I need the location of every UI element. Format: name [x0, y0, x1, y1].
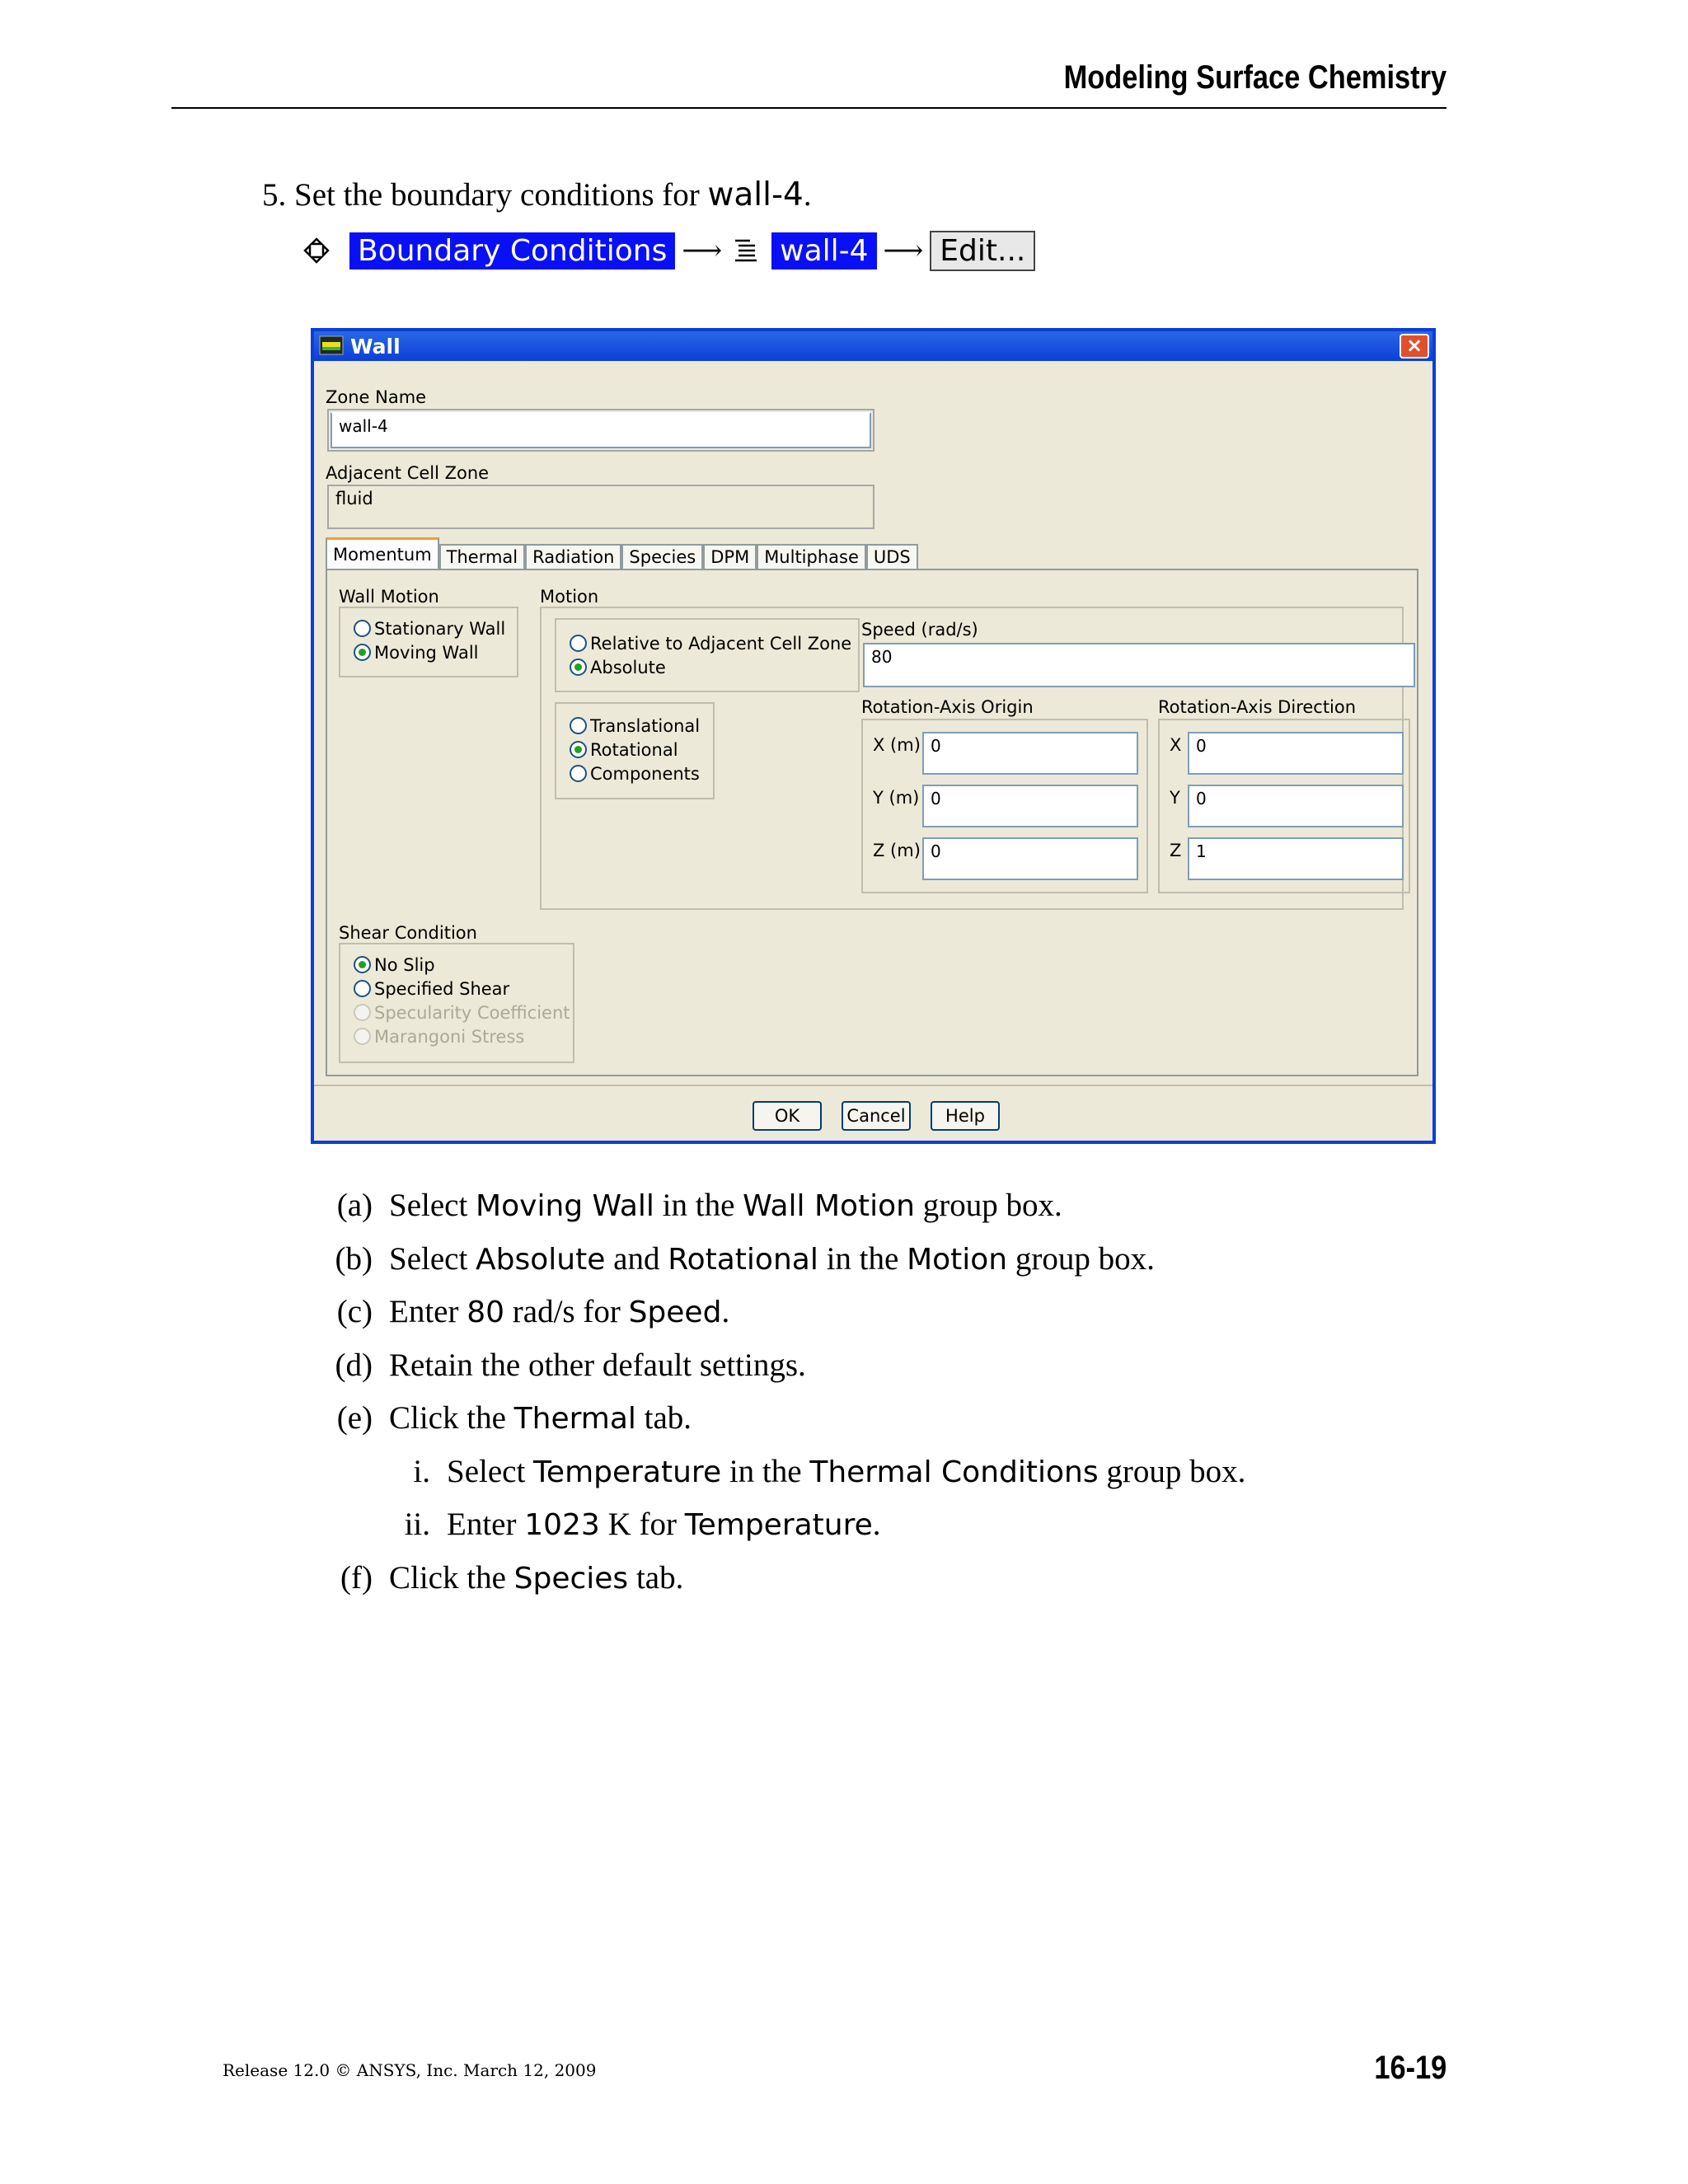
direction-y-input[interactable]: 0 [1188, 785, 1404, 827]
instruction-text: group box. [915, 1188, 1062, 1223]
radio-specified-shear-circle[interactable] [354, 980, 371, 997]
radio-specified-shear-label: Specified Shear [374, 978, 510, 999]
motion-type-group [555, 702, 715, 799]
step-5 [262, 176, 812, 213]
radio-relative-label: Relative to Adjacent Cell Zone [590, 633, 852, 654]
fluent-app-icon [319, 335, 344, 355]
radio-stationary-wall-circle[interactable] [354, 620, 371, 637]
gui-term: Moving Wall [476, 1189, 654, 1223]
direction-z-input[interactable]: 1 [1188, 837, 1404, 880]
header-rule [171, 107, 1447, 109]
instruction-item [313, 1187, 1062, 1224]
instruction-text: group box. [1098, 1453, 1246, 1489]
instruction-marker: (d) [335, 1347, 373, 1383]
gui-path [302, 227, 1035, 274]
shear-condition-group [339, 943, 574, 1063]
tree-list-icon [732, 237, 760, 265]
rotation-axis-direction-group [1158, 719, 1410, 893]
instruction-marker: (c) [336, 1294, 373, 1329]
zone-name-input[interactable]: wall-4 [331, 412, 871, 448]
wall-dialog [311, 328, 1436, 1144]
origin-z-label: Z (m) [873, 841, 921, 860]
radio-moving-wall-label: Moving Wall [374, 642, 479, 663]
radio-absolute-circle[interactable] [570, 658, 587, 676]
wall-motion-label: Wall Motion [339, 587, 439, 607]
gui-arrow-2: ⟶ [883, 234, 924, 267]
instruction-text: Select [389, 1240, 476, 1277]
radio-relative-circle[interactable] [570, 635, 587, 652]
origin-y-input[interactable]: 0 [922, 785, 1138, 827]
radio-marangoni-label: Marangoni Stress [374, 1026, 525, 1047]
instruction-text: tab. [635, 1400, 692, 1436]
instruction-item [371, 1506, 881, 1543]
radio-components-circle[interactable] [570, 765, 587, 782]
tab-radiation[interactable]: Radiation [525, 544, 621, 569]
radio-no-slip-circle[interactable] [354, 956, 371, 973]
instruction-item [371, 1453, 1245, 1490]
gui-term: Species [513, 1561, 629, 1596]
radio-marangoni-circle [354, 1028, 371, 1045]
rotation-axis-direction-label: Rotation-Axis Direction [1158, 697, 1357, 717]
instruction-text: . [721, 1294, 730, 1329]
instruction-text: Retain the other default settings. [389, 1347, 806, 1383]
instruction-text: and [605, 1240, 668, 1277]
momentum-panel [326, 569, 1418, 1076]
instruction-item [313, 1347, 806, 1384]
gui-term: Temperature [684, 1508, 873, 1542]
tab-momentum[interactable]: Momentum [326, 537, 439, 569]
radio-translational-label: Translational [590, 715, 701, 736]
instruction-item [313, 1559, 683, 1596]
gui-boundary-conditions[interactable]: Boundary Conditions [349, 232, 675, 269]
instruction-text: group box. [1007, 1240, 1155, 1277]
radio-absolute-label: Absolute [590, 657, 666, 677]
instruction-item [313, 1293, 729, 1330]
origin-x-label: X (m) [873, 735, 921, 755]
instruction-item [313, 1399, 692, 1436]
gui-term: Thermal [513, 1402, 636, 1436]
help-button[interactable]: Help [931, 1101, 1000, 1131]
instruction-text: Select [447, 1453, 534, 1489]
footer-page-number: 16-19 [1374, 2050, 1447, 2086]
instruction-text: . [872, 1507, 881, 1542]
page-header-title: Modeling Surface Chemistry [1063, 59, 1447, 96]
instruction-text: K for [599, 1507, 685, 1542]
step-zone: wall-4 [707, 176, 804, 213]
step-end: . [803, 177, 812, 213]
radio-relative-to-adjacent[interactable] [570, 631, 851, 655]
origin-x-input[interactable]: 0 [922, 732, 1138, 775]
instruction-text: Click the [389, 1559, 514, 1596]
instruction-marker: (f) [340, 1559, 373, 1596]
instruction-text: rad/s for [504, 1294, 629, 1329]
radio-components[interactable] [570, 762, 700, 785]
dialog-title: Wall [350, 335, 401, 359]
instruction-marker: i. [413, 1453, 430, 1489]
rotation-axis-origin-label: Rotation-Axis Origin [861, 697, 1034, 717]
gui-term: Absolute [476, 1242, 606, 1277]
instruction-text: in the [654, 1188, 743, 1223]
gui-term: Speed [628, 1296, 722, 1329]
radio-translational-circle[interactable] [570, 717, 587, 734]
motion-frame-group [555, 618, 860, 692]
gui-term: Thermal Conditions [809, 1455, 1099, 1489]
radio-components-label: Components [590, 763, 700, 784]
radio-absolute[interactable] [570, 655, 851, 679]
button-separator [314, 1085, 1432, 1086]
tab-bar [326, 537, 918, 569]
radio-marangoni-stress [354, 1024, 570, 1048]
radio-translational[interactable] [570, 714, 700, 738]
gui-edit-button[interactable]: Edit... [930, 231, 1035, 271]
instruction-marker: (a) [336, 1188, 373, 1223]
radio-no-slip[interactable] [354, 953, 570, 977]
radio-stationary-wall[interactable] [354, 616, 505, 640]
radio-specularity-label: Specularity Coefficient [374, 1002, 570, 1023]
ok-button[interactable]: OK [753, 1101, 822, 1131]
instruction-text: tab. [628, 1559, 684, 1596]
radio-moving-wall[interactable] [354, 640, 505, 664]
gui-zone-wall-4[interactable]: wall-4 [771, 232, 876, 269]
gui-term: Wall Motion [743, 1189, 916, 1223]
tab-multiphase[interactable]: Multiphase [757, 544, 866, 569]
adjacent-cell-zone-value: fluid [327, 485, 874, 529]
speed-input[interactable]: 80 [863, 643, 1415, 687]
radio-rotational-label: Rotational [590, 739, 678, 760]
radio-rotational[interactable] [570, 738, 700, 762]
instruction-marker: ii. [404, 1507, 430, 1542]
direction-x-label: X [1170, 735, 1182, 755]
speed-label: Speed (rad/s) [861, 620, 978, 640]
instruction-marker: (e) [336, 1400, 373, 1436]
footer-release: Release 12.0 © ANSYS, Inc. March 12, 2009 [223, 2060, 597, 2080]
gui-term: Motion [907, 1242, 1008, 1277]
close-button[interactable]: × [1400, 334, 1429, 359]
wall-motion-group [339, 607, 518, 677]
radio-specified-shear[interactable] [354, 977, 570, 1001]
step-text: Set the boundary conditions for [294, 177, 708, 213]
zone-name-frame [327, 409, 874, 452]
radio-stationary-wall-label: Stationary Wall [374, 618, 506, 639]
gui-term: Temperature [533, 1455, 722, 1489]
gui-term: Rotational [668, 1242, 818, 1277]
instruction-marker: (b) [335, 1240, 373, 1277]
motion-label: Motion [540, 587, 599, 607]
radio-specularity-circle [354, 1004, 371, 1021]
tab-thermal[interactable]: Thermal [439, 544, 525, 569]
radio-moving-wall-circle[interactable] [354, 644, 371, 661]
navigation-arrows-icon [302, 236, 331, 265]
cancel-button[interactable]: Cancel [842, 1101, 911, 1131]
gui-term: 1023 [524, 1508, 600, 1542]
tab-dpm[interactable]: DPM [703, 544, 757, 569]
motion-group [540, 607, 1404, 910]
instruction-text: in the [818, 1240, 907, 1277]
gui-arrow-1: ⟶ [682, 234, 723, 267]
tab-species[interactable]: Species [621, 544, 703, 569]
direction-z-label: Z [1170, 841, 1182, 860]
instruction-text: Click the [389, 1400, 514, 1436]
tab-uds[interactable]: UDS [866, 544, 918, 569]
instruction-item [313, 1240, 1155, 1277]
radio-rotational-circle[interactable] [570, 741, 587, 758]
radio-specularity-coefficient [354, 1001, 570, 1024]
origin-z-input[interactable]: 0 [922, 837, 1138, 880]
radio-no-slip-label: No Slip [374, 954, 435, 975]
instruction-text: in the [721, 1453, 810, 1489]
zone-name-label: Zone Name [326, 387, 427, 407]
direction-y-label: Y [1170, 788, 1180, 808]
direction-x-input[interactable]: 0 [1188, 732, 1404, 775]
instruction-text: Select [389, 1188, 476, 1223]
rotation-axis-origin-group [861, 719, 1148, 893]
instruction-text: Enter [447, 1507, 525, 1542]
adjacent-cell-zone-label: Adjacent Cell Zone [326, 463, 490, 483]
instruction-text: Enter [389, 1294, 467, 1329]
dialog-title-bar [314, 331, 1432, 361]
step-number: 5. [262, 177, 287, 213]
shear-condition-label: Shear Condition [339, 923, 477, 943]
origin-y-label: Y (m) [873, 788, 920, 808]
gui-term: 80 [467, 1296, 505, 1329]
